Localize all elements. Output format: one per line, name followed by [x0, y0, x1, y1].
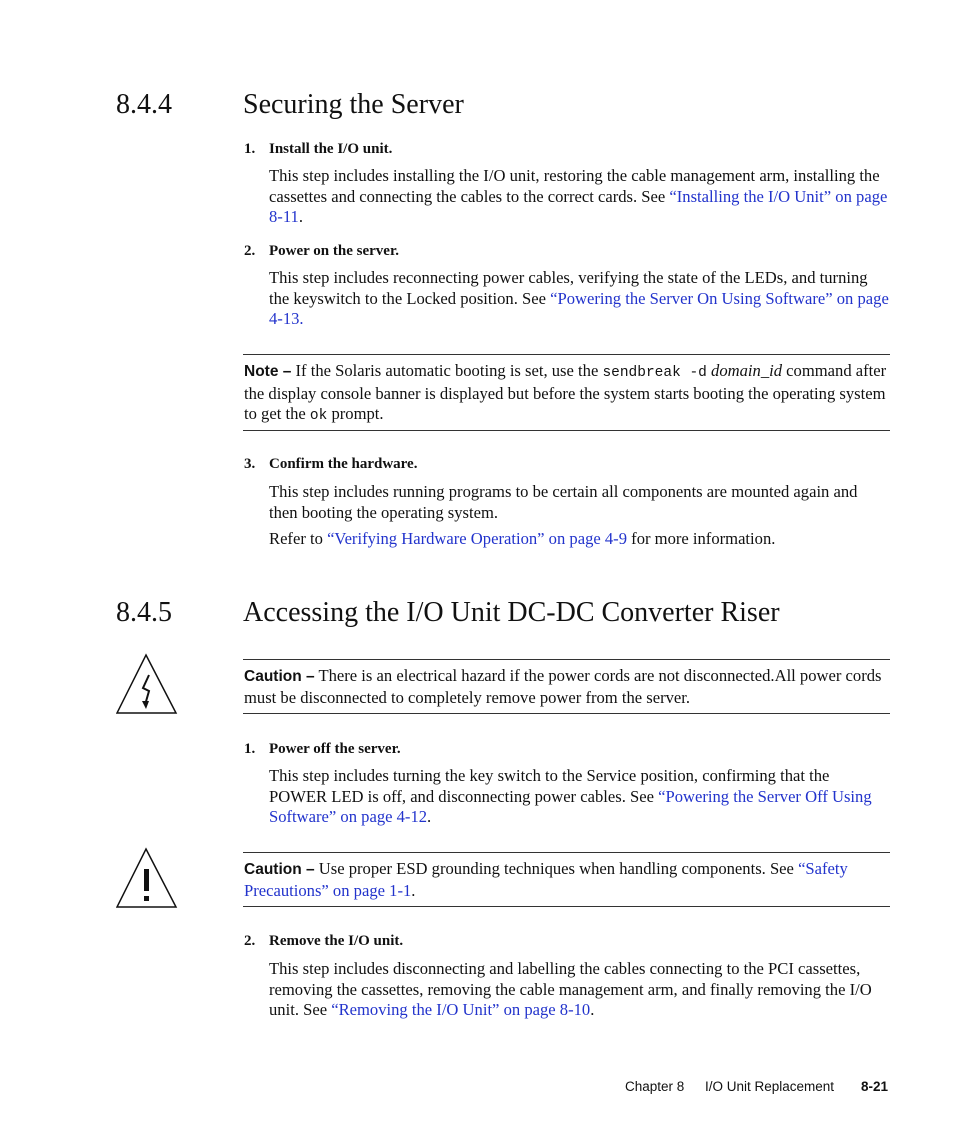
footer-chapter: Chapter 8: [625, 1079, 685, 1094]
code-argument: domain_id: [711, 361, 783, 380]
footer-chapter-title: I/O Unit Replacement: [705, 1079, 835, 1094]
caution-label: Caution –: [244, 861, 315, 878]
step-number: 2.: [244, 243, 256, 259]
step-number: 2.: [244, 933, 256, 949]
section-number: 8.4.5: [116, 597, 172, 628]
step-description: This step includes running programs to be certain all components are mounted again and then booting the operating system.: [269, 482, 858, 522]
step-title: Power off the server.: [269, 741, 401, 757]
section-title: Accessing the I/O Unit DC-DC Converter Riser: [243, 597, 780, 628]
caution-text: Caution – Use proper ESD grounding techniques when handling components. See “Safety Precautions” on page 1-1.: [244, 859, 848, 900]
step-number: 1.: [244, 741, 256, 757]
step-description: This step includes installing the I/O unit, restoring the cable management arm, installing the cassettes and connecting the cables to the correct cards. See “Installing the I/O Unit” on page 8-11.: [269, 166, 888, 226]
step-title: Confirm the hardware.: [269, 456, 418, 472]
section-number: 8.4.4: [116, 89, 172, 120]
section-title: Securing the Server: [243, 89, 464, 120]
note-box: [243, 354, 890, 431]
code-ok: ok: [309, 408, 328, 424]
caution-box: [243, 659, 890, 714]
step-reference: Refer to “Verifying Hardware Operation” on page 4-9 for more information.: [269, 529, 776, 548]
removing-io-unit-link[interactable]: “Removing the I/O Unit” on page 8-10: [331, 1000, 591, 1019]
powering-server-on-link[interactable]: “Powering the Server On Using Software” on page 4-13.: [269, 288, 889, 328]
caution-text: Caution – There is an electrical hazard if the power cords are not disconnected.All power cords must be disconnected to completely remove power from the server.: [244, 666, 882, 707]
step-number: 1.: [244, 141, 256, 157]
step-description: This step includes reconnecting power cables, verifying the state of the LEDs, and turning the keyswitch to the Locked position. See “Powering the Server On Using Software” on page 4-13.: [269, 268, 889, 328]
powering-server-off-link[interactable]: “Powering the Server Off Using Software” on page 4-12: [269, 786, 872, 826]
note-label: Note –: [244, 363, 292, 380]
warning-exclamation-icon: [116, 847, 178, 909]
step-description: This step includes disconnecting and labelling the cables connecting to the PCI cassettes, removing the cassettes, removing the cable management arm, and finally removing the I/O unit. See “Removing the I/O Unit” on page 8-10.: [269, 959, 872, 1019]
step-number: 3.: [244, 456, 256, 472]
step-title: Remove the I/O unit.: [269, 933, 404, 949]
safety-precautions-link[interactable]: “Safety Precautions” on page 1-1: [244, 859, 848, 900]
caution-label: Caution –: [244, 668, 315, 685]
footer-page-number: 8-21: [861, 1079, 889, 1094]
electrical-hazard-icon: [116, 653, 178, 715]
caution-box: [243, 852, 890, 907]
code-command: sendbreak -d: [602, 365, 707, 381]
step-title: Install the I/O unit.: [269, 141, 393, 157]
step-description: This step includes turning the key switch to the Service position, confirming that the POWER LED is off, and disconnecting power cables. See “Powering the Server Off Using Software” on page 4-12.: [269, 766, 872, 826]
step-title: Power on the server.: [269, 243, 399, 259]
verifying-hardware-link[interactable]: “Verifying Hardware Operation” on page 4-9: [327, 529, 628, 548]
installing-io-unit-link[interactable]: “Installing the I/O Unit” on page 8-11: [269, 186, 888, 226]
note-text: Note – If the Solaris automatic booting is set, use the sendbreak -d domain_id command after the display console banner is displayed but before the system starts booting the operating system to get the ok prompt.: [244, 361, 887, 424]
